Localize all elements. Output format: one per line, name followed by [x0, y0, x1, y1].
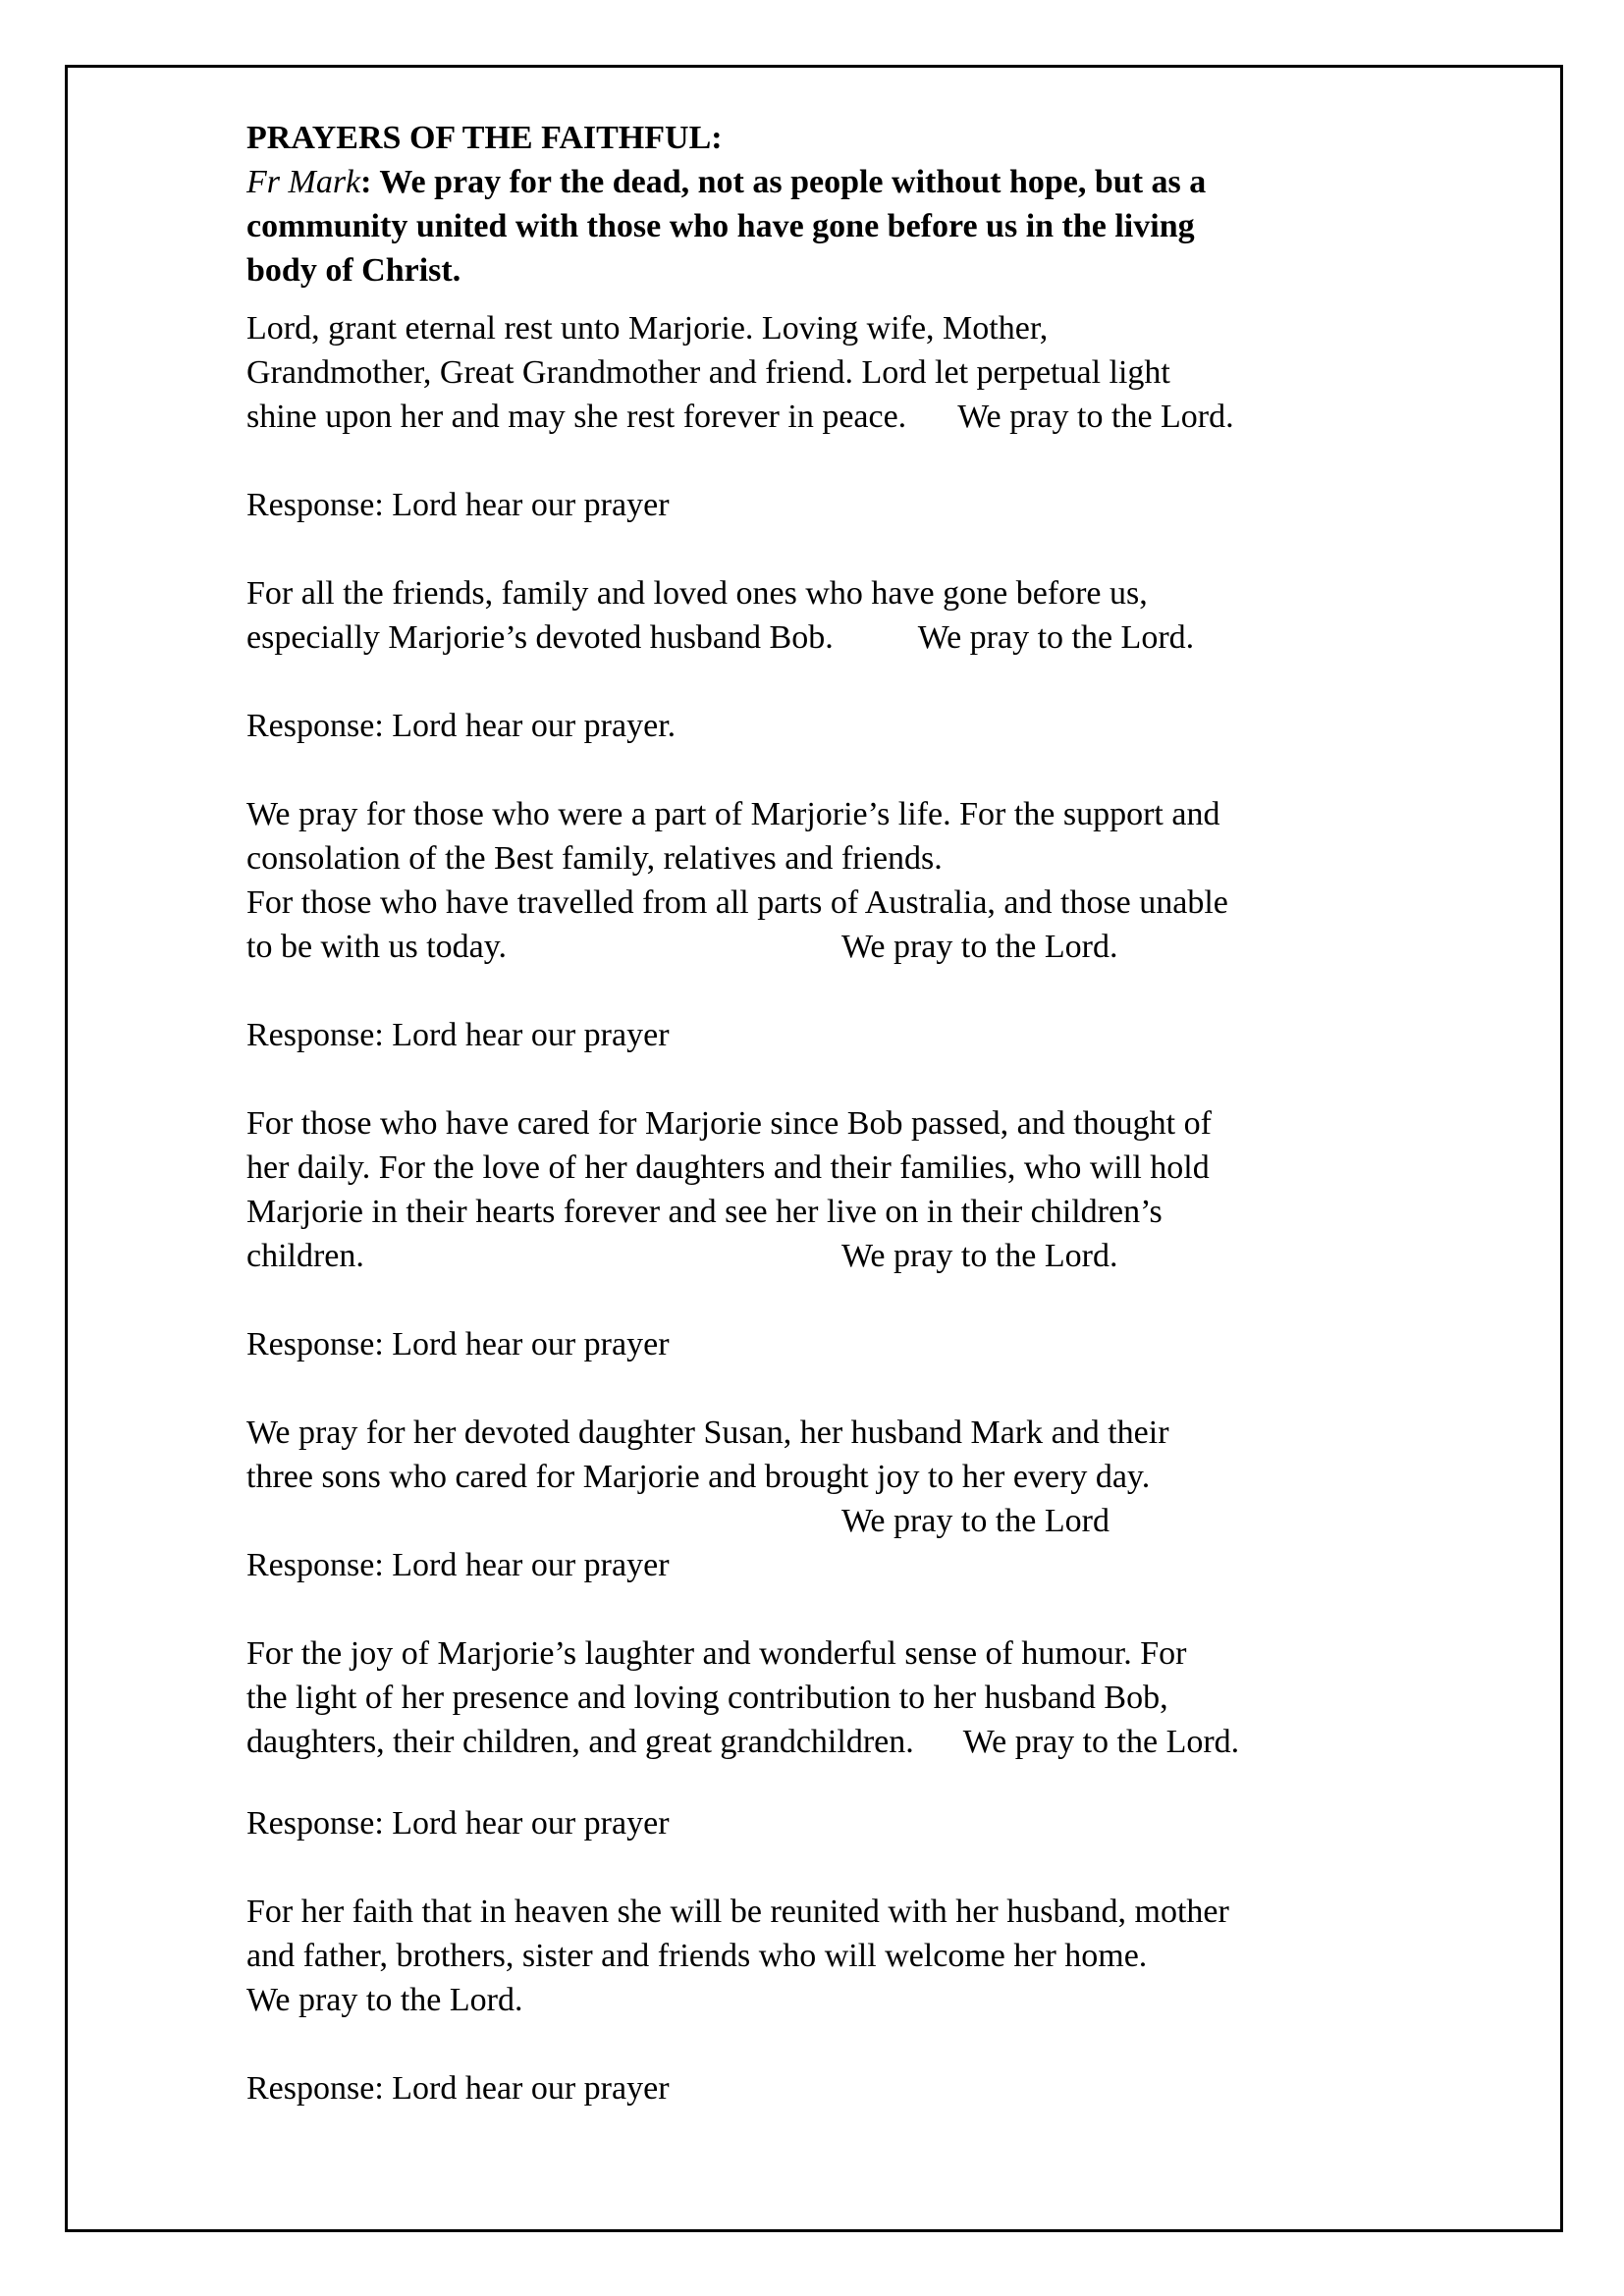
intro-line: community united with those who have gone before us in the living	[246, 208, 1195, 244]
prayer-line: For those who have travelled from all parts of Australia, and those unable	[246, 884, 1228, 921]
prayer-line: shine upon her and may she rest forever in peace.	[246, 399, 907, 435]
prayer-closing: We pray to the Lord.	[246, 1982, 523, 2018]
prayer-response: Response: Lord hear our prayer	[246, 1547, 670, 1583]
prayer-line: her daily. For the love of her daughters and their families, who will hold	[246, 1149, 1210, 1186]
prayer-line: We pray for her devoted daughter Susan, her husband Mark and their	[246, 1415, 1169, 1451]
intro-line: body of Christ.	[246, 252, 461, 289]
speaker-colon: :	[360, 164, 372, 200]
prayer-line: consolation of the Best family, relatives and friends.	[246, 840, 943, 877]
prayer-line: For those who have cared for Marjorie since Bob passed, and thought of	[246, 1105, 1212, 1142]
prayer-response: Response: Lord hear our prayer.	[246, 708, 677, 744]
prayer-line: daughters, their children, and great grandchildren.	[246, 1724, 914, 1760]
prayer-line: the light of her presence and loving contribution to her husband Bob,	[246, 1680, 1168, 1716]
prayer-closing: We pray to the Lord.	[841, 1238, 1118, 1274]
prayer-response: Response: Lord hear our prayer	[246, 1805, 670, 1842]
prayer-closing: We pray to the Lord.	[962, 1724, 1240, 1760]
prayer-intention	[246, 1890, 1405, 2022]
intro-paragraph	[246, 160, 1405, 293]
prayer-line: Grandmother, Great Grandmother and friend. Lord let perpetual light	[246, 354, 1170, 391]
prayer-intention	[246, 306, 1405, 439]
document-body	[246, 116, 1405, 2110]
prayer-line: especially Marjorie’s devoted husband Bob.	[246, 619, 834, 656]
prayer-line: children.	[246, 1238, 364, 1274]
prayer-closing: We pray to the Lord.	[917, 619, 1195, 656]
prayer-line: to be with us today.	[246, 929, 508, 965]
prayer-line: three sons who cared for Marjorie and brought joy to her every day.	[246, 1459, 1151, 1495]
prayer-closing: We pray to the Lord.	[957, 399, 1234, 435]
prayer-line: For all the friends, family and loved ones who have gone before us,	[246, 575, 1148, 612]
prayer-line: Marjorie in their hearts forever and see her live on in their children’s	[246, 1194, 1163, 1230]
prayer-response: Response: Lord hear our prayer	[246, 2070, 670, 2107]
prayer-intention	[246, 1631, 1405, 1764]
prayer-line: For her faith that in heaven she will be reunited with her husband, mother	[246, 1894, 1229, 1930]
page-title: PRAYERS OF THE FAITHFUL:	[246, 120, 723, 156]
prayer-closing: We pray to the Lord	[841, 1503, 1110, 1539]
intro-line: We pray for the dead, not as people without hope, but as a	[371, 164, 1207, 200]
prayer-line: Lord, grant eternal rest unto Marjorie. Loving wife, Mother,	[246, 310, 1049, 347]
prayer-closing: We pray to the Lord.	[841, 929, 1118, 965]
prayer-line: We pray for those who were a part of Marjorie’s life. For the support and	[246, 796, 1220, 832]
prayer-line: and father, brothers, sister and friends who will welcome her home.	[246, 1938, 1148, 1974]
prayer-response: Response: Lord hear our prayer	[246, 1326, 670, 1362]
prayer-response: Response: Lord hear our prayer	[246, 487, 670, 523]
prayer-response: Response: Lord hear our prayer	[246, 1017, 670, 1053]
speaker-name: Fr Mark	[246, 164, 361, 200]
prayer-intention	[246, 792, 1405, 969]
prayer-intention	[246, 1101, 1405, 1278]
prayer-intention	[246, 571, 1405, 660]
prayer-intention	[246, 1411, 1405, 1543]
prayer-line: For the joy of Marjorie’s laughter and wonderful sense of humour. For	[246, 1635, 1187, 1672]
